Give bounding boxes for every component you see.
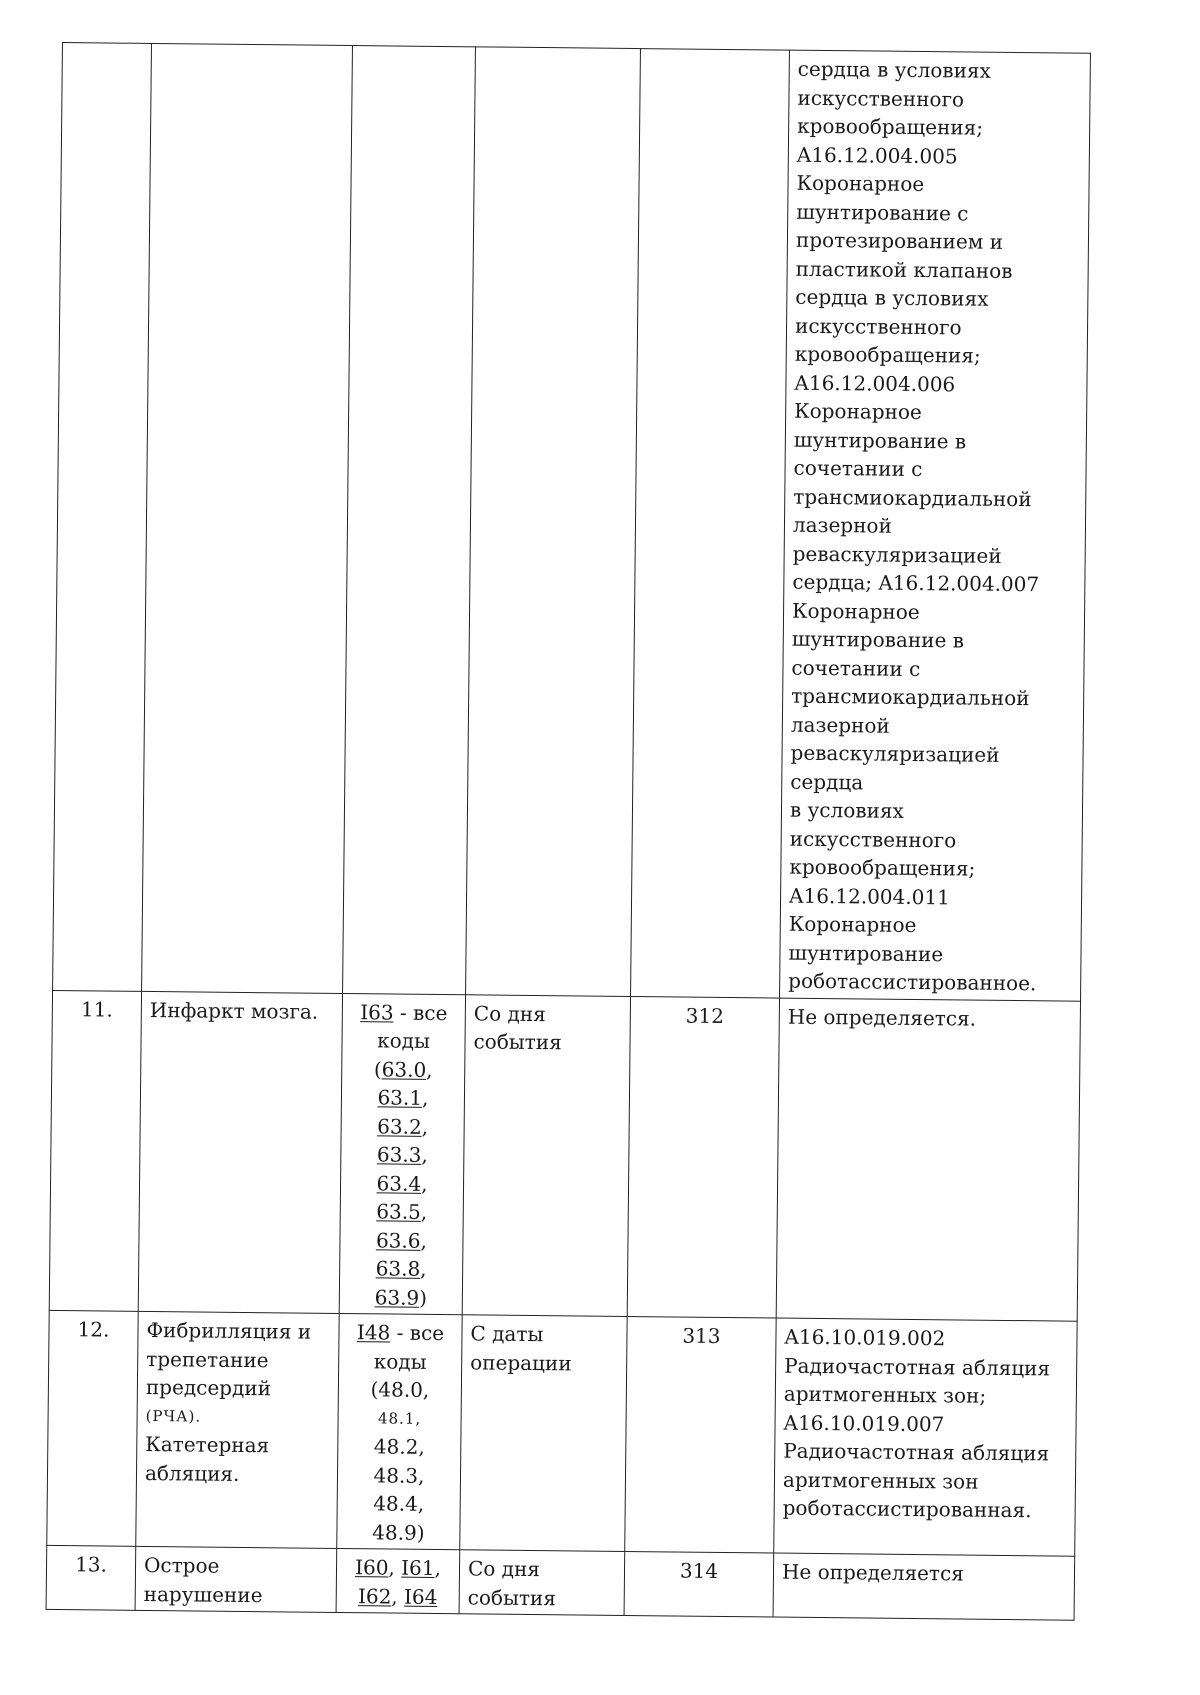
period-start-line: С даты <box>470 1321 544 1347</box>
services-line: пластикой клапанов <box>795 256 1013 283</box>
icd-head-rest: - все <box>393 1000 448 1025</box>
icd-code-link[interactable]: 63.1 <box>377 1085 423 1110</box>
icd-code-link[interactable]: 63.4 <box>376 1170 422 1196</box>
icd-codes-line <box>348 1283 454 1313</box>
services-cell <box>776 998 1080 1322</box>
diagnosis-name-line: (РЧА). <box>145 1406 202 1426</box>
icd-codes-line: 63.8, <box>375 1256 427 1281</box>
row-number-cell: 12. <box>47 1310 138 1546</box>
icd-code-link[interactable]: I62 <box>357 1583 392 1609</box>
paren-close: ) <box>419 1285 428 1310</box>
row-number-cell: 13. <box>46 1545 136 1610</box>
period-start-cell <box>466 47 641 996</box>
services-line: протезированием и <box>795 227 1004 254</box>
services-line: Коронарное <box>796 170 925 197</box>
icd-head-rest: - все <box>390 1320 445 1346</box>
icd-codes-cell <box>336 1548 460 1613</box>
event-code-cell: 313 <box>625 1316 776 1553</box>
icd-code-link[interactable]: 63.6 <box>375 1227 421 1253</box>
services-line: искусственного <box>794 313 962 339</box>
period-start-line: Со дня <box>473 1000 546 1026</box>
services-line: роботассистированная. <box>782 1495 1032 1523</box>
services-line: A16.12.004.011 <box>788 883 950 909</box>
icd-codes-cell <box>337 1313 462 1549</box>
icd-codes-line: 48.9) <box>372 1519 425 1545</box>
period-start-cell <box>462 994 630 1316</box>
period-start-line: события <box>473 1029 562 1055</box>
services-line: сочетании с <box>793 455 923 482</box>
icd-codes-line: I62, I64 <box>357 1583 438 1609</box>
table-row <box>46 1545 1075 1620</box>
icd-code-link[interactable]: I61 <box>401 1555 435 1580</box>
icd-code-link[interactable]: I64 <box>403 1584 438 1609</box>
services-line: Коронарное <box>794 398 922 425</box>
icd-code-link[interactable]: 63.9 <box>374 1284 420 1310</box>
services-line: A16.10.019.002 <box>784 1324 946 1351</box>
services-line: A16.12.004.006 <box>794 370 956 396</box>
icd-code-link[interactable]: 63.0 <box>381 1056 427 1082</box>
icd-codes-line: коды <box>373 1348 427 1374</box>
services-line: Радиочастотная абляция <box>783 1438 1050 1466</box>
period-start-line: Со дня <box>467 1556 541 1582</box>
services-line: A16.10.019.007 <box>783 1410 945 1436</box>
services-line: Коронарное <box>788 911 917 937</box>
icd-codes-line: 48.4, <box>373 1491 425 1516</box>
services-line: аритмогенных зон <box>782 1467 979 1494</box>
diagnosis-name-line: нарушение <box>143 1581 263 1607</box>
diagnosis-name-line: трепетание <box>146 1346 269 1372</box>
paren-open: ( <box>373 1056 382 1081</box>
services-line: трансмиокардиальной <box>791 683 1030 711</box>
services-line: искусственного <box>789 826 957 852</box>
icd-codes-cell <box>339 993 465 1315</box>
diagnosis-name-cell <box>142 43 353 993</box>
table-row <box>47 1310 1077 1556</box>
icd-codes-line: 48.1, <box>377 1408 422 1428</box>
services-line: Не определяется. <box>787 1004 977 1031</box>
icd-code-link[interactable]: 63.5 <box>376 1199 421 1224</box>
diagnosis-name-line: предсердий <box>145 1374 272 1401</box>
services-line: шунтирование в <box>793 427 967 453</box>
services-cell <box>780 50 1091 1001</box>
icd-head-line <box>347 1318 453 1348</box>
icd-head-line <box>351 998 457 1028</box>
row-number-cell: 11. <box>49 990 141 1311</box>
diagnosis-name-cell <box>136 1311 339 1548</box>
icd-code-link[interactable]: 63.8 <box>375 1256 421 1281</box>
insurance-events-table <box>46 42 1091 1621</box>
services-line: Радиочастотная абляция <box>784 1353 1051 1380</box>
icd-code-link[interactable]: I48 <box>356 1320 391 1345</box>
icd-codes-line: 63.2, <box>377 1113 429 1139</box>
event-code-cell: 312 <box>627 996 779 1318</box>
services-line: сочетании с <box>791 655 921 681</box>
icd-codes-line: 48.2, <box>373 1434 425 1459</box>
period-start-cell <box>460 1315 627 1552</box>
icd-code-link[interactable]: I63 <box>360 999 394 1025</box>
period-start-line: события <box>467 1584 557 1610</box>
table-row <box>53 43 1091 1001</box>
services-line: сердца в условиях <box>795 284 989 311</box>
icd-codes-line: (48.0, <box>370 1377 430 1402</box>
period-start-cell <box>459 1550 625 1616</box>
services-line: A16.12.004.005 <box>796 142 958 168</box>
services-cell <box>773 1553 1075 1620</box>
services-line: лазерной <box>792 512 892 538</box>
services-line: шунтирование в <box>791 626 965 653</box>
diagnosis-name-line: Острое <box>143 1552 220 1578</box>
diagnosis-name-line: Катетерная <box>145 1431 270 1458</box>
icd-codes-line: 63.5, <box>376 1199 428 1224</box>
services-line: в условиях <box>789 797 904 823</box>
icd-code-link[interactable]: 63.2 <box>377 1113 422 1139</box>
icd-codes-line: I60, I61, <box>355 1555 442 1581</box>
icd-codes-line: (63.0, <box>373 1056 433 1082</box>
services-line: сердца в условиях <box>797 56 992 83</box>
services-line: реваскуляризацией сердца <box>790 740 1000 794</box>
icd-codes-line: 63.6, <box>375 1227 428 1253</box>
period-start-line: операции <box>470 1349 572 1375</box>
services-line: искусственного <box>797 85 965 111</box>
diagnosis-name-line: абляция. <box>144 1460 240 1486</box>
services-line: кровообращения; <box>797 113 984 140</box>
icd-codes-line: 63.1, <box>377 1085 429 1110</box>
diagnosis-name-line: Фибрилляция и <box>146 1317 312 1344</box>
row-number-cell <box>53 43 152 991</box>
services-line: Не определяется <box>781 1559 964 1586</box>
services-line: шунтирование <box>788 940 944 966</box>
services-line: кровообращения; <box>789 854 976 881</box>
icd-codes-line: 63.3, <box>376 1142 428 1167</box>
icd-code-link[interactable]: 63.3 <box>376 1142 422 1167</box>
event-code-cell: 314 <box>624 1551 774 1617</box>
diagnosis-name-line: Инфаркт мозга. <box>149 997 319 1024</box>
services-cell <box>774 1318 1077 1556</box>
icd-code-link[interactable]: I60 <box>355 1555 389 1580</box>
services-line: лазерной <box>790 712 890 738</box>
services-line: трансмиокардиальной <box>793 484 1032 511</box>
diagnosis-name-cell <box>135 1546 337 1612</box>
services-line: сердца; A16.12.004.007 <box>792 569 1040 597</box>
icd-codes-line: 63.4, <box>376 1170 428 1196</box>
services-line: реваскуляризацией <box>792 541 1002 568</box>
icd-codes-cell <box>343 46 476 995</box>
icd-codes-line: коды <box>377 1028 431 1053</box>
icd-codes-line: 48.3, <box>373 1462 425 1488</box>
event-code-cell <box>631 49 790 998</box>
services-line: роботассистированное. <box>788 968 1037 996</box>
services-line: кровообращения; <box>794 341 981 368</box>
diagnosis-name-cell <box>138 991 342 1314</box>
services-line: Коронарное <box>791 598 920 624</box>
table-row <box>49 990 1080 1321</box>
services-line: шунтирование с <box>796 199 969 226</box>
services-line: аритмогенных зон; <box>783 1381 987 1408</box>
